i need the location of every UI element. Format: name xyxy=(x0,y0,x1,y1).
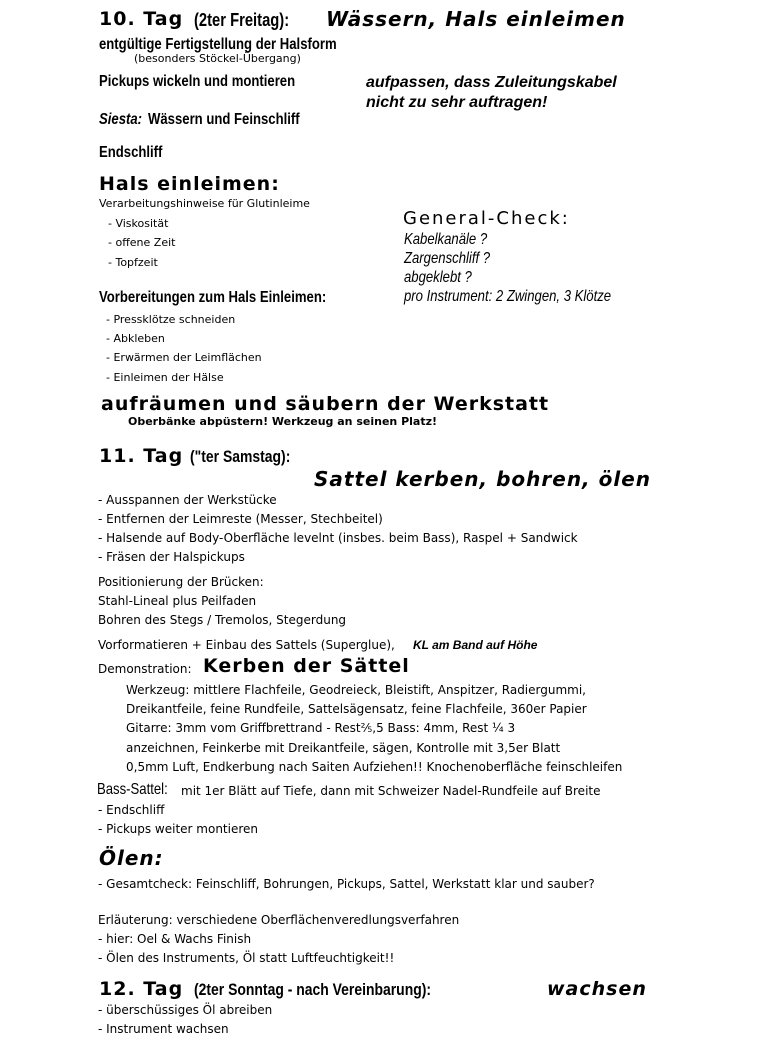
day11-title: Sattel kerben, bohren, ölen xyxy=(314,467,652,491)
day11-item: - Halsende auf Body-Oberfläche levelnt (insbes. beim Bass), Raspel + Sandwick xyxy=(98,531,578,545)
day10-note-1: aufpassen, dass Zuleitungskabel xyxy=(366,74,617,91)
day11-item: - Entfernen der Leimreste (Messer, Stechbeitel) xyxy=(98,512,383,526)
prep-item: - Erwärmen der Leimflächen xyxy=(106,351,262,364)
day12-heading: 12. Tag xyxy=(99,978,184,1000)
day10-paren: (2ter Freitag): xyxy=(194,10,290,30)
bass-label: Bass-Sattel: xyxy=(97,781,168,798)
clean-sub: Oberbänke abpüstern! Werkzeug an seinen Platz! xyxy=(128,415,438,428)
day10-title: Wässern, Hals einleimen xyxy=(326,7,626,31)
day10-line1-sub: (besonders Stöckel-Übergang) xyxy=(134,52,301,65)
demo-line: Werkzeug: mittlere Flachfeile, Geodreieck, Bleistift, Anspitzer, Radiergummi, xyxy=(126,683,586,697)
prep-item: - Einleimen der Hälse xyxy=(106,371,224,384)
demo-title: Kerben der Sättel xyxy=(203,655,410,677)
check-item: abgeklebt ? xyxy=(404,269,472,286)
day11-tail: - Pickups weiter montieren xyxy=(98,822,259,836)
demo-line: Dreikantfeile, feine Rundfeile, Sattelsägensatz, feine Flachfeile, 360er Papier xyxy=(126,702,587,716)
oelen-expl: - hier: Oel & Wachs Finish xyxy=(98,932,252,946)
oelen-expl: - Ölen des Instruments, Öl statt Luftfeuchtigkeit!! xyxy=(98,951,395,965)
day11-tail: - Endschliff xyxy=(98,803,165,817)
hals-item: - Topfzeit xyxy=(108,256,158,269)
day12-item: - Instrument wachsen xyxy=(98,1022,229,1036)
demo-label: Demonstration: xyxy=(98,662,192,676)
siesta-label: Siesta: xyxy=(99,111,143,128)
pos-line: Stahl-Lineal plus Peilfaden xyxy=(98,594,257,608)
oelen-heading: Ölen: xyxy=(99,846,164,870)
oelen-check: - Gesamtcheck: Feinschliff, Bohrungen, Pickups, Sattel, Werkstatt klar und sauber? xyxy=(98,877,595,891)
vorf-bold: KL am Band auf Höhe xyxy=(413,638,538,652)
hals-item: - offene Zeit xyxy=(108,236,176,249)
check-item: pro Instrument: 2 Zwingen, 3 Klötze xyxy=(404,288,612,305)
check-heading: General-Check: xyxy=(403,208,570,229)
day11-heading: 11. Tag xyxy=(99,445,184,467)
oelen-expl: Erläuterung: verschiedene Oberflächenveredlungsverfahren xyxy=(98,913,460,927)
hals-item: - Viskosität xyxy=(108,217,169,230)
day10-note-2: nicht zu sehr auftragen! xyxy=(366,94,548,111)
day12-title: wachsen xyxy=(547,978,647,1000)
vorf-line: Vorformatieren + Einbau des Sattels (Superglue), xyxy=(98,638,395,652)
prep-heading: Vorbereitungen zum Hals Einleimen: xyxy=(99,289,327,306)
clean-heading: aufräumen und säubern der Werkstatt xyxy=(101,393,550,415)
day10-line1: entgültige Fertigstellung der Halsform xyxy=(99,36,337,53)
siesta-text: Wässern und Feinschliff xyxy=(148,111,300,128)
hals-heading: Hals einleimen: xyxy=(99,173,280,195)
day11-item: - Ausspannen der Werkstücke xyxy=(98,493,277,507)
check-item: Kabelkanäle ? xyxy=(404,231,488,248)
check-item: Zargenschliff ? xyxy=(404,250,491,267)
hals-hint: Verarbeitungshinweise für Glutinleime xyxy=(99,197,310,210)
prep-item: - Pressklötze schneiden xyxy=(106,313,236,326)
day10-heading: 10. Tag xyxy=(99,8,184,30)
day12-item: - überschüssiges Öl abreiben xyxy=(98,1003,273,1017)
day10-endschliff: Endschliff xyxy=(99,144,163,161)
day11-paren: ("ter Samstag): xyxy=(190,447,291,466)
day10-pickups: Pickups wickeln und montieren xyxy=(99,73,296,90)
demo-line: anzeichnen, Feinkerbe mit Dreikantfeile, sägen, Kontrolle mit 3,5er Blatt xyxy=(126,741,561,755)
pos-line: Bohren des Stegs / Tremolos, Stegerdung xyxy=(98,613,347,627)
day12-paren: (2ter Sonntag - nach Vereinbarung): xyxy=(194,980,432,999)
prep-item: - Abkleben xyxy=(106,332,165,345)
bass-text: mit 1er Blätt auf Tiefe, dann mit Schweizer Nadel-Rundfeile auf Breite xyxy=(181,784,601,798)
demo-line: Gitarre: 3mm vom Griffbrettrand - Rest⅖,5 Bass: 4mm, Rest ¼ 3 xyxy=(126,721,516,735)
demo-line: 0,5mm Luft, Endkerbung nach Saiten Aufziehen!! Knochenoberfläche feinschleifen xyxy=(126,760,623,774)
day11-item: - Fräsen der Halspickups xyxy=(98,550,245,564)
pos-line: Positionierung der Brücken: xyxy=(98,575,264,589)
